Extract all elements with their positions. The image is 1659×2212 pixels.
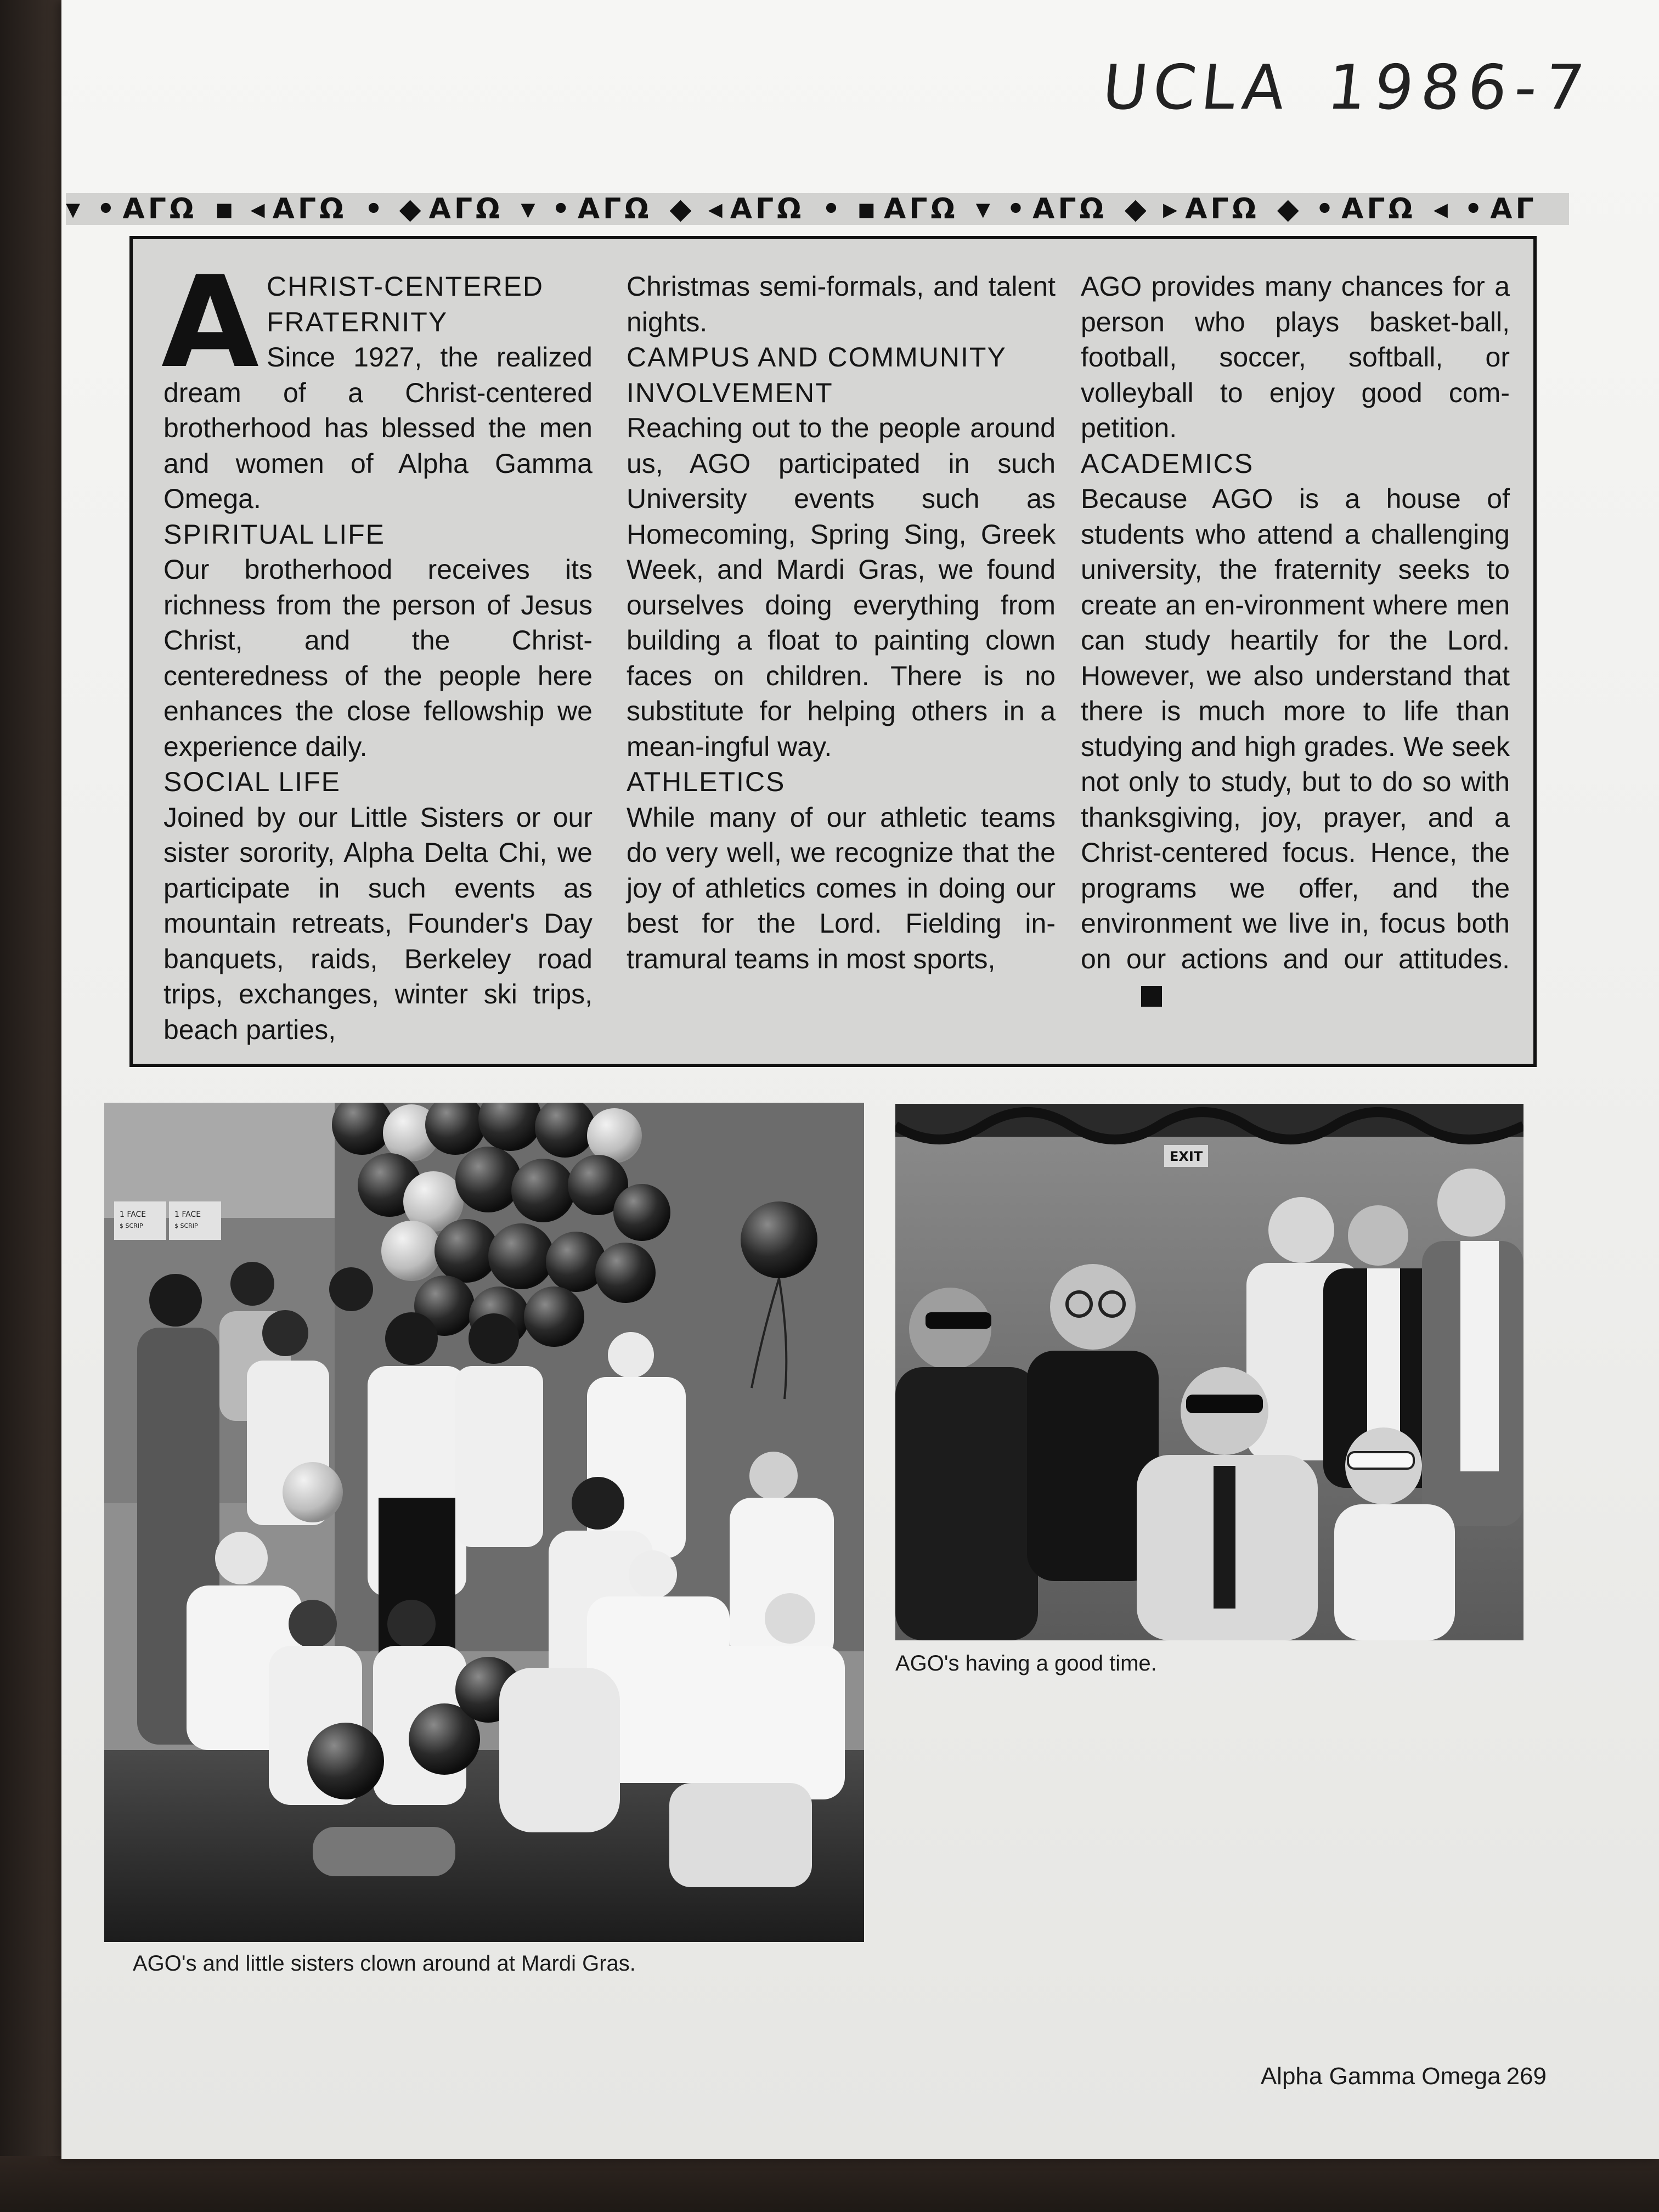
campus-involvement-heading: CAMPUS AND COMMUNITY INVOLVEMENT [627, 342, 1006, 408]
academics-paragraph [1081, 481, 1510, 1012]
academics-heading: ACADEMICS [1081, 448, 1254, 479]
strip-bullet: ▾ • [975, 193, 1029, 225]
strip-bullet: ◂ • [1433, 193, 1486, 225]
wall-sign-1: 1 FACE [120, 1210, 146, 1219]
footer-section-name: Alpha Gamma Omega [1260, 2063, 1501, 2090]
handwritten-school-note: UCLA [1099, 52, 1294, 123]
strip-letters: ΑΓΩ [577, 193, 652, 225]
article-title: CHRIST-CENTERED FRATERNITY [267, 271, 544, 337]
wall-sign-1-sub: $ SCRIP [120, 1222, 143, 1229]
end-of-article-mark [1141, 986, 1162, 1007]
left-photo-caption: AGO's and little sisters clown around at Mardi Gras. [133, 1951, 636, 1976]
exit-sign: EXIT [1170, 1149, 1203, 1164]
campus-involvement-paragraph: Reaching out to the people around us, AGO participated in such University events such as Homecoming, Spring Sing, Greek Week, and Mardi Gras, we found ourselves doing everything from building a float to painting clown faces on children. There is no substitute for helping others in a mean-ingful way. [627, 413, 1056, 762]
spiritual-life-paragraph: Our brotherhood receives its richness from the person of Jesus Christ, and the Christ-centeredness of the people here enhances the close fellowship we experience daily. [163, 554, 592, 762]
athletics-paragraph-continued: AGO provides many chances for a person who plays basket-ball, football, soccer, softball, or volleyball to enjoy good com-petition. [1081, 271, 1510, 443]
handwritten-year-note: 1986-7 [1324, 52, 1595, 123]
strip-bullet: ◆ • [1277, 193, 1338, 225]
strip-bullet: ▪ ◂ [215, 193, 268, 225]
drop-cap: A [161, 250, 259, 396]
athletics-heading: ATHLETICS [627, 766, 786, 797]
strip-bullet: ◆ ◂ [669, 193, 726, 225]
page-footer [1255, 2063, 1547, 2090]
social-life-paragraph: Joined by our Little Sisters or our sister sorority, Alpha Delta Chi, we participate in such events as mountain retreats, Founder's Day banquets, raids, Berkeley road trips, exchanges, winter ski trips, beach parties, [163, 802, 592, 1045]
mardi-gras-group-photo [104, 1103, 864, 1942]
wall-sign-2-sub: $ SCRIP [174, 1222, 198, 1229]
social-life-paragraph-continued: Christmas semi-formals, and talent nights. [627, 271, 1056, 337]
article-column-3 [1081, 269, 1510, 1012]
page-number: 269 [1506, 2063, 1547, 2090]
greek-letter-header-strip [66, 193, 1569, 225]
strip-letters: ΑΓ [1490, 193, 1537, 225]
strip-letters: ΑΓΩ [428, 193, 504, 225]
strip-letters: ΑΓΩ [1185, 193, 1260, 225]
academics-text: Because AGO is a house of students who attend a challenging university, the fraternity seeks to create an en-vironment where men can study heartily for the Lord. However, we also understand that there is much more to life than studying and high grades. We seek not only to study, but to do so with thanksgiving, joy, prayer, and a Christ-centered focus. Hence, the programs we offer, and the environment we live in, focus both on our actions and our attitudes. [1081, 483, 1510, 974]
strip-bullet: ◆ ▸ [1124, 193, 1181, 225]
spiritual-life-heading: SPIRITUAL LIFE [163, 518, 386, 550]
strip-letters: ΑΓΩ [272, 193, 347, 225]
desk-bottom-edge [0, 2156, 1659, 2212]
strip-letters: ΑΓΩ [122, 193, 198, 225]
article-column-2 [627, 269, 1056, 977]
strip-letters: ΑΓΩ [1341, 193, 1416, 225]
strip-bullet: • ◆ [364, 193, 425, 225]
party-group-photo [895, 1104, 1523, 1640]
wall-sign-2: 1 FACE [174, 1210, 201, 1219]
strip-letters: ΑΓΩ [730, 193, 805, 225]
social-life-heading: SOCIAL LIFE [163, 766, 341, 797]
article-text-box [129, 236, 1537, 1067]
strip-bullet: • ▪ [822, 193, 880, 225]
right-photo-caption: AGO's having a good time. [895, 1651, 1157, 1675]
strip-bullet: ▾ • [66, 193, 119, 225]
article-column-1 [161, 250, 592, 1047]
intro-paragraph: Since 1927, the realized dream of a Christ-centered brotherhood has blessed the men and women of Alpha Gamma Omega. [163, 342, 592, 514]
athletics-paragraph: While many of our athletic teams do very well, we recognize that the joy of athletics comes in doing our best for the Lord. Fielding in-tramural teams in most sports, [627, 802, 1056, 974]
strip-letters: ΑΓΩ [1032, 193, 1107, 225]
strip-bullet: ▾ • [521, 193, 573, 225]
strip-letters: ΑΓΩ [884, 193, 958, 225]
